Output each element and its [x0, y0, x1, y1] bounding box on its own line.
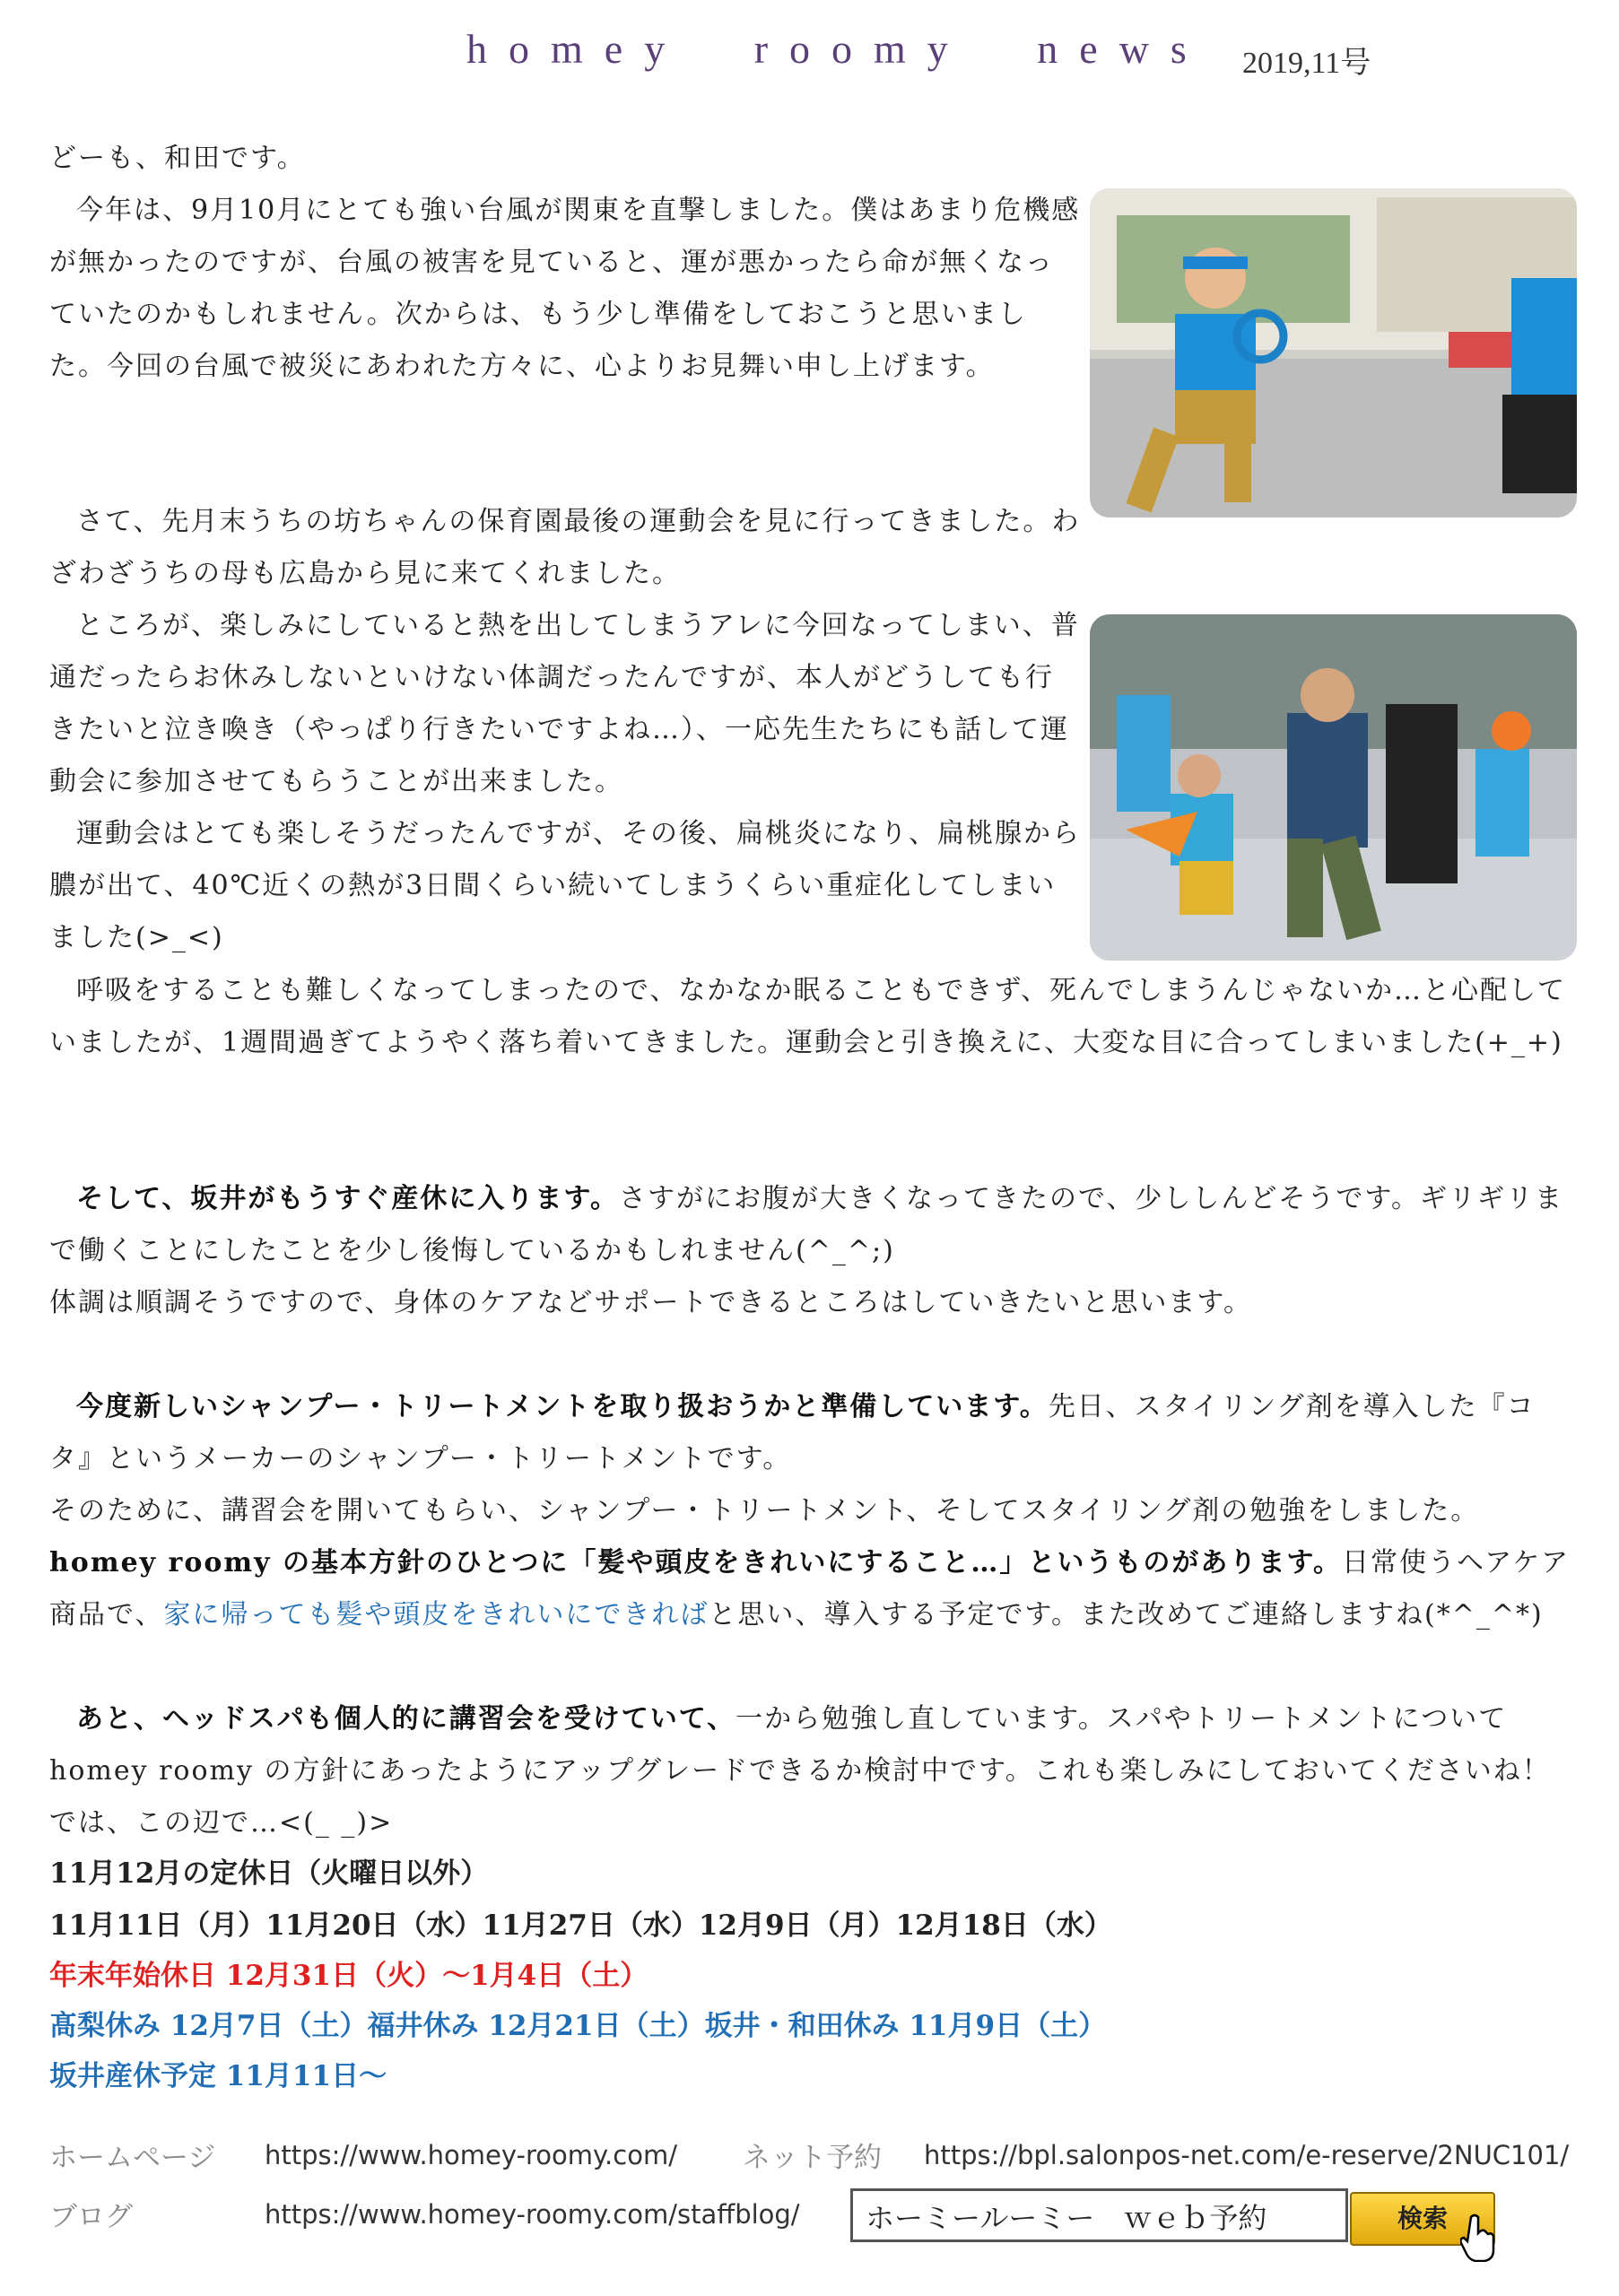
search-button-label: 検索	[1397, 2204, 1448, 2233]
paragraph-maternity	[49, 1173, 1574, 1277]
paragraph-new-shampoo	[49, 1381, 1574, 1485]
paragraph-policy	[49, 1537, 1574, 1641]
policy-statement: homey roomy の基本方針のひとつに「髪や頭皮をきれいにすること…」というものがあります。	[49, 1547, 1342, 1578]
search-input[interactable]: ホーミールーミー ｗｅｂ予約	[850, 2188, 1348, 2242]
policy-highlight: 家に帰っても髪や頭皮をきれいにできれば	[163, 1599, 709, 1631]
paragraph-support: 体調は順調そうですので、身体のケアなどサポートできるところはしていきたいと思います。	[49, 1287, 1252, 1318]
new-shampoo-announcement: 今度新しいシャンプー・トリートメントを取り扱おうかと準備しています。	[76, 1391, 1049, 1422]
paragraph-seminar: そのために、講習会を開いてもらい、シャンプー・トリートメント、そしてスタイリング剤の勉強をしました。	[49, 1495, 1480, 1526]
schedule-heading: 11月12月の定休日（火曜日以外）	[49, 1857, 489, 1890]
schedule-year-end: 年末年始休日 12月31日（火）〜1月4日（土）	[49, 1960, 648, 1992]
paragraph-typhoon: 今年は、9月10月にとても強い台風が関東を直撃しました。僕はあまり危機感が無かったのですが、台風の被害を見ていると、運が悪かったら命が無くなっていたのかもしれません。次からは、もう少し準備をしておこうと思いました。今回の台風で被災にあわれた方々に、心よりお見舞い申し上げます。	[49, 195, 1081, 382]
new-shampoo-detail: 先日、スタイリング剤を導入した『コタ』というメーカーのシャンプー・トリートメントです。	[49, 1391, 1536, 1474]
reserve-link[interactable]: https://bpl.salonpos-net.com/e-reserve/2NUC101/	[924, 2140, 1570, 2170]
policy-rest: と思い、導入する予定です。また改めてご連絡しますね(*^_^*)	[709, 1599, 1544, 1631]
newsletter-title: homey roomy news	[466, 26, 1208, 72]
headspa-intro: あと、ヘッドスパも個人的に講習会を受けていて、	[76, 1703, 736, 1735]
paragraph-fever: ところが、楽しみにしていると熱を出してしまうアレに今回なってしまい、普通だったらお休みしないといけない体調だったんですが、本人がどうしても行きたいと泣き喚き（やっぱり行きたいですよね…）、一応先生たちにも話して運動会に参加させてもらうことが出来ました。	[49, 610, 1080, 797]
schedule-staff-off: 髙梨休み 12月7日（土）福井休み 12月21日（土）坂井・和田休み 11月9日（土）	[49, 2010, 1107, 2042]
maternity-announcement: そして、坂井がもうすぐ産休に入ります。	[76, 1183, 619, 1214]
blog-link[interactable]: https://www.homey-roomy.com/staffblog/	[265, 2199, 800, 2230]
paragraph-recovery: 呼吸をすることも難しくなってしまったので、なかなか眠ることもできず、死んでしまうんじゃないか…と心配していましたが、1週間過ぎてようやく落ち着いてきました。運動会と引き換えに、大変な目に合ってしまいました(+_+)	[49, 975, 1566, 1058]
headspa-detail: 一から勉強し直しています。スパやトリートメントについて homey roomy の方針にあったようにアップグレードできるか検討中です。これも楽しみにしておいてくださいね！ では、この辺で…<(_ _)>	[49, 1703, 1580, 1839]
photo-child-running	[1090, 188, 1577, 517]
homepage-label: ホームページ	[49, 2142, 216, 2174]
paragraph-sports-day: さて、先月末うちの坊ちゃんの保育園最後の運動会を見に行ってきました。わざわざうちの母も広島から見に来てくれました。	[49, 506, 1081, 589]
greeting: どーも、和田です。	[49, 143, 306, 174]
blog-label: ブログ	[49, 2201, 133, 2233]
policy-middle: 日常使うヘアケア商品で、	[49, 1547, 1571, 1631]
schedule-closed-days: 11月11日（月）11月20日（水）11月27日（水）12月9日（月）12月18日（水）	[49, 1909, 1112, 1942]
reserve-label: ネット予約	[743, 2142, 882, 2174]
issue-number: 2019,11号	[1242, 47, 1371, 80]
homepage-link[interactable]: https://www.homey-roomy.com/	[265, 2140, 677, 2170]
photo-relay-race	[1090, 614, 1577, 961]
paragraph-headspa	[49, 1693, 1580, 1849]
hand-pointer-icon	[1460, 2213, 1496, 2262]
schedule-maternity-leave: 坂井産休予定 11月11日〜	[49, 2060, 387, 2092]
maternity-detail: さすがにお腹が大きくなってきたので、少ししんどそうです。ギリギリまで働くことにしたことを少し後悔しているかもしれません(^_^;)	[49, 1183, 1563, 1266]
paragraph-tonsillitis: 運動会はとても楽しそうだったんですが、その後、扁桃炎になり、扁桃腺から膿が出て、40℃近くの熱が3日間くらい続いてしまうくらい重症化してしまいました(>_<)	[49, 818, 1081, 953]
